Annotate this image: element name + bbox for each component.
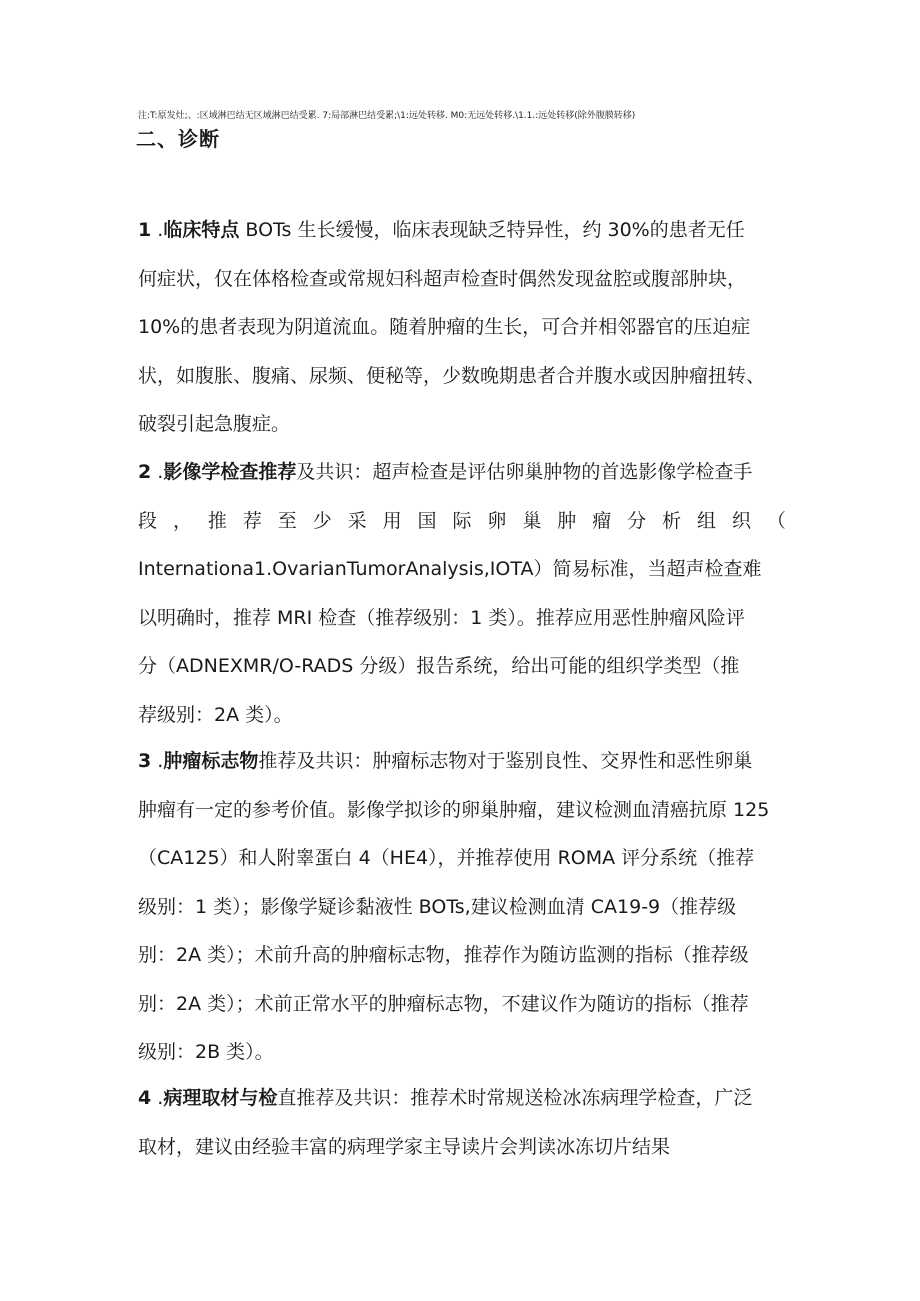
item-number: 3: [138, 750, 152, 772]
spread-char: 用: [382, 509, 402, 532]
item-number: 2: [138, 461, 152, 483]
spread-char: 少: [312, 509, 332, 532]
paragraph-line: 何症状，仅在体格检查或常规妇科超声检查时偶然发现盆腔或腹部肿块，: [138, 267, 747, 290]
item-keyword: 肿瘤标志物: [163, 750, 259, 772]
item-separator: .: [151, 461, 164, 483]
spread-char: 析: [662, 509, 682, 532]
paragraph-text: 推荐及共识：肿瘤标志物对于鉴别良性、交界性和恶性卵巢: [258, 750, 753, 772]
spread-char: 分: [627, 509, 647, 532]
item-separator: .: [151, 1087, 164, 1109]
paragraph-line: [138, 1074, 786, 1123]
paragraph-line-justified: [138, 497, 786, 546]
spread-char: 荐: [242, 509, 262, 532]
paragraph-line: Internationa1.OvarianTumorAnalysis,IOTA）简易标准，当超声检查难: [138, 558, 762, 580]
spread-char: 推: [207, 509, 227, 532]
paragraph-line: [138, 206, 786, 255]
spread-char: 国: [417, 509, 437, 532]
paragraph-line: 以明确时，推荐 MRI 检查（推荐级别：1 类）。推荐应用恶性肿瘤风险评: [138, 606, 745, 629]
paragraph-line: 级别：2B 类）。: [138, 1041, 274, 1063]
item-number: 4: [138, 1087, 152, 1109]
item-keyword: 影像学检查推荐: [163, 461, 297, 483]
paragraph-line: 取材，建议由经验丰富的病理学家主导读片会判读冰冻切片结果: [138, 1135, 671, 1158]
paragraph-line: 分（ADNEXMR/O-RADS 分级）报告系统，给出可能的组织学类型（推: [138, 655, 740, 677]
paragraph-line: 级别：1 类）；影像学疑诊黏液性 BOTs,建议检测血清 CA19-9（推荐级: [138, 895, 737, 918]
spread-char: 肿: [557, 509, 577, 532]
spread-char: 瘤: [592, 509, 612, 532]
paragraph-line: 别：2A 类）；术前升高的肿瘤标志物，推荐作为随访监测的指标（推荐级: [138, 944, 749, 966]
section-title: 二、诊断: [136, 127, 220, 151]
paragraph-line: [138, 737, 786, 786]
paragraph-line: 肿瘤有一定的参考价值。影像学拟诊的卵巢肿瘤，建议检测血清癌抗原 125: [138, 798, 770, 821]
paragraph-imaging: [138, 448, 786, 739]
spread-char: 巢: [522, 509, 542, 532]
paragraph-text: 及共识：超声检查是评估卵巢肿物的首选影像学检查手: [296, 461, 753, 483]
spread-char: 采: [347, 509, 367, 532]
item-separator: .: [151, 750, 164, 772]
paragraph-clinical-features: [138, 206, 786, 449]
spread-char: 卵: [487, 509, 507, 532]
paragraph-line: 10%的患者表现为阴道流血。随着肿瘤的生长，可合并相邻器官的压迫症: [138, 316, 751, 338]
spread-char: 至: [277, 509, 297, 532]
spread-char: 组: [697, 509, 717, 532]
item-number: 1: [138, 219, 152, 241]
paragraph-line: （CA125）和人附睾蛋白 4（HE4），并推荐使用 ROMA 评分系统（推荐: [138, 847, 755, 869]
spread-char: ，: [172, 509, 192, 532]
item-separator: .: [151, 219, 164, 241]
paragraph-line: 荐级别：2A 类）。: [138, 703, 293, 726]
spread-char: 际: [452, 509, 472, 532]
item-keyword: 临床特点: [163, 219, 240, 241]
paragraph-line: [138, 448, 786, 497]
spread-char: 段: [138, 509, 158, 532]
paragraph-pathology: [138, 1074, 786, 1171]
footnote-note: 注:T:原发灶;、:区域淋巴结无区域淋巴结受累. 7:局部淋巴结受累;\1:远处转移. M0:无远处转移.\1.1.:远处转移(除外腹膜转移): [138, 111, 636, 121]
spread-char: 织: [731, 509, 751, 532]
paragraph-text: 直推荐及共识：推荐术时常规送检冰冻病理学检查，广泛: [277, 1087, 753, 1109]
paragraph-line: 别：2A 类）；术前正常水平的肿瘤标志物，不建议作为随访的指标（推荐: [138, 992, 749, 1015]
item-keyword: 病理取材与检: [163, 1087, 278, 1109]
paragraph-text: BOTs 生长缓慢，临床表现缺乏特异性，约 30%的患者无任: [239, 219, 745, 241]
spread-char: （: [766, 509, 786, 532]
paragraph-line: 状，如腹胀、腹痛、尿频、便秘等，少数晚期患者合并腹水或因肿瘤扭转、: [138, 364, 766, 387]
paragraph-tumor-markers: [138, 737, 786, 1077]
paragraph-line: 破裂引起急腹症。: [138, 413, 291, 435]
